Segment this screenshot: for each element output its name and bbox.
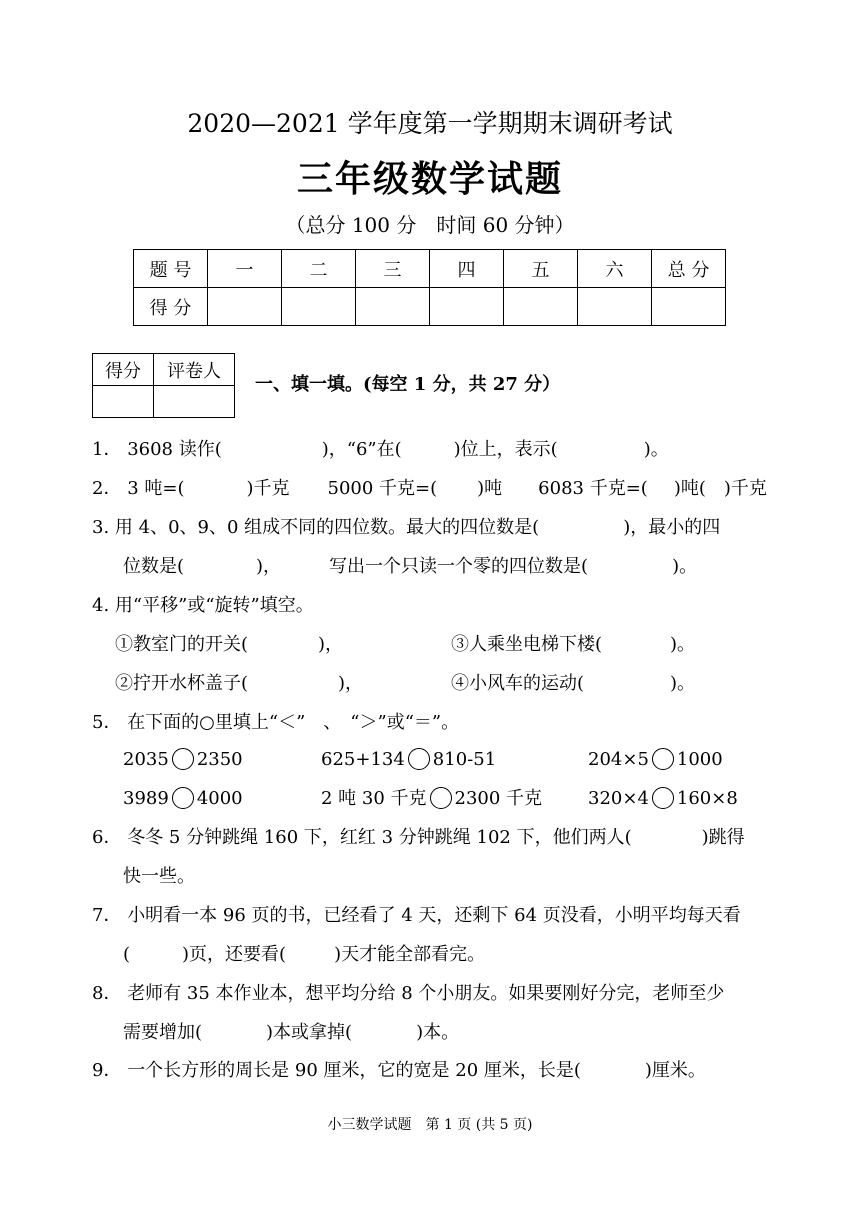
- compare-left: 3989: [123, 788, 169, 809]
- question-text: ②拧开水杯盖子(: [115, 673, 249, 694]
- question-text: )位上，表示(: [453, 439, 558, 460]
- compare-left: 320×4: [588, 788, 649, 809]
- compare-circle[interactable]: [652, 748, 674, 770]
- question-text: 3608 读作(: [127, 439, 222, 460]
- question-text: 冬冬 5 分钟跳绳 160 下，红红 3 分钟跳绳 102 下，他们两人(: [127, 827, 632, 848]
- compare-right: 2300 千克: [454, 788, 543, 809]
- question-text: )跳得: [701, 827, 745, 848]
- question-text: )本。: [416, 1022, 460, 1043]
- compare-item: [123, 748, 243, 772]
- question-text: ①教室门的开关(: [115, 634, 249, 655]
- score-cell-2: 二: [282, 250, 356, 288]
- score-cell-4: 四: [430, 250, 504, 288]
- question-text: )吨: [477, 478, 503, 499]
- question-number: 8．: [92, 983, 122, 1004]
- question-9: [92, 1059, 706, 1083]
- score-cell-5: 五: [504, 250, 578, 288]
- question-text: 需要增加(: [123, 1022, 203, 1043]
- question-8-line-2: [123, 1021, 459, 1045]
- question-text: 老师有 35 本作业本，想平均分给 8 个小朋友。如果要刚好分完，老师至少: [127, 983, 725, 1004]
- question-4-item-1: [115, 633, 343, 657]
- question-4: [92, 594, 314, 618]
- question-number: 1．: [92, 439, 122, 460]
- question-text: 一个长方形的周长是 90 厘米，它的宽是 20 厘米，长是(: [127, 1060, 581, 1081]
- compare-circle[interactable]: [652, 787, 674, 809]
- score-entry[interactable]: [578, 288, 652, 326]
- question-text: 3 吨=(: [127, 478, 185, 499]
- compare-left: 204×5: [588, 749, 649, 770]
- grader-score-label: 得分: [93, 354, 154, 386]
- compare-item: [321, 787, 542, 811]
- score-cell-3: 三: [356, 250, 430, 288]
- compare-right: 1000: [676, 749, 723, 770]
- question-number: 3.: [92, 517, 110, 538]
- question-8-line-1: [92, 982, 724, 1006]
- exam-title: 2020—2021 学年度第一学期期末调研考试: [187, 109, 673, 138]
- question-number: 5．: [92, 712, 122, 733]
- question-7-line-2: [123, 943, 485, 967]
- compare-item: [588, 787, 738, 811]
- question-text: 5000 千克=(: [327, 478, 438, 499]
- question-1: [92, 438, 669, 462]
- question-5: [92, 711, 459, 735]
- compare-circle[interactable]: [408, 748, 430, 770]
- compare-circle[interactable]: [172, 748, 194, 770]
- question-text: (: [123, 944, 131, 965]
- question-number: 7．: [92, 905, 122, 926]
- question-text: )。: [670, 673, 696, 694]
- question-6-line-1: [92, 826, 745, 850]
- question-2: [92, 477, 767, 501]
- score-entry[interactable]: [356, 288, 430, 326]
- compare-right: 4000: [196, 788, 243, 809]
- compare-left: 2035: [123, 749, 169, 770]
- question-text: )，“6”在(: [321, 439, 402, 460]
- score-table-score-row: [134, 288, 726, 326]
- question-text: )天才能全部看完。: [334, 944, 486, 965]
- question-4-item-2: [115, 672, 363, 696]
- page-footer: 小三数学试题 第 1 页 (共 5 页): [327, 1117, 533, 1133]
- compare-left: 625+134: [321, 749, 405, 770]
- question-text: )吨(: [673, 478, 706, 499]
- grader-name-label: 评卷人: [154, 354, 235, 386]
- score-entry[interactable]: [504, 288, 578, 326]
- question-6-line-2: [123, 865, 195, 889]
- grader-box: [92, 353, 235, 418]
- grader-score-entry[interactable]: [93, 386, 154, 418]
- compare-right: 2350: [196, 749, 243, 770]
- question-text: ③人乘坐电梯下楼(: [451, 634, 603, 655]
- score-cell-label: 题 号: [134, 250, 208, 288]
- compare-circle[interactable]: [172, 787, 194, 809]
- section-heading: 一、填一填。(每空 1 分，共 27 分）: [255, 374, 561, 395]
- question-text: )千克: [723, 478, 767, 499]
- score-entry[interactable]: [208, 288, 282, 326]
- question-number: 9．: [92, 1060, 122, 1081]
- question-text: ④小风车的运动(: [451, 673, 585, 694]
- score-entry[interactable]: [652, 288, 726, 326]
- score-cell-total: 总 分: [652, 250, 726, 288]
- question-text: )。: [672, 556, 698, 577]
- question-4-item-3: [451, 633, 695, 657]
- compare-item: [123, 787, 243, 811]
- compare-left: 2 吨 30 千克: [321, 788, 427, 809]
- question-text: )。: [643, 439, 669, 460]
- question-text: )，: [256, 556, 282, 577]
- question-text: 用 4、0、9、0 组成不同的四位数。最大的四位数是(: [114, 517, 540, 538]
- question-text: )，: [338, 673, 364, 694]
- score-table: [133, 249, 726, 326]
- question-text: )。: [670, 634, 696, 655]
- compare-right: 810-51: [432, 749, 497, 770]
- score-cell-6: 六: [578, 250, 652, 288]
- compare-right: 160×8: [676, 788, 738, 809]
- question-text: )本或拿掉(: [266, 1022, 353, 1043]
- question-text: 小明看一本 96 页的书，已经看了 4 天，还剩下 64 页没看，小明平均每天看: [127, 905, 741, 926]
- question-text: )千克: [246, 478, 290, 499]
- question-text: 用“平移”或“旋转”填空。: [114, 595, 314, 616]
- score-cell-1: 一: [208, 250, 282, 288]
- compare-circle[interactable]: [430, 787, 452, 809]
- question-number: 4.: [92, 595, 110, 616]
- score-table-header-row: [134, 250, 726, 288]
- question-text: 位数是(: [123, 556, 185, 577]
- question-text: 快一些。: [123, 866, 195, 887]
- question-3-line-1: [92, 516, 720, 540]
- question-text: 在下面的○里填上“＜” 、 “＞”或“＝”。: [127, 712, 460, 733]
- question-text: 写出一个只读一个零的四位数是(: [329, 556, 589, 577]
- score-entry[interactable]: [430, 288, 504, 326]
- question-7-line-1: [92, 904, 741, 928]
- grader-name-entry[interactable]: [154, 386, 235, 418]
- question-text: )，最小的四: [623, 517, 721, 538]
- exam-meta: （总分 100 分 时间 60 分钟）: [285, 213, 575, 237]
- compare-item: [588, 748, 723, 772]
- question-text: )厘米。: [644, 1060, 706, 1081]
- question-text: 6083 千克=(: [538, 478, 648, 499]
- question-number: 2．: [92, 478, 122, 499]
- compare-item: [321, 748, 496, 772]
- question-3-line-2: [123, 555, 697, 579]
- question-text: )页，还要看(: [182, 944, 287, 965]
- question-text: )，: [318, 634, 344, 655]
- question-number: 6．: [92, 827, 122, 848]
- question-4-item-4: [451, 672, 695, 696]
- score-entry[interactable]: [282, 288, 356, 326]
- subject-title: 三年级数学试题: [296, 159, 563, 200]
- score-row-label: 得 分: [134, 288, 208, 326]
